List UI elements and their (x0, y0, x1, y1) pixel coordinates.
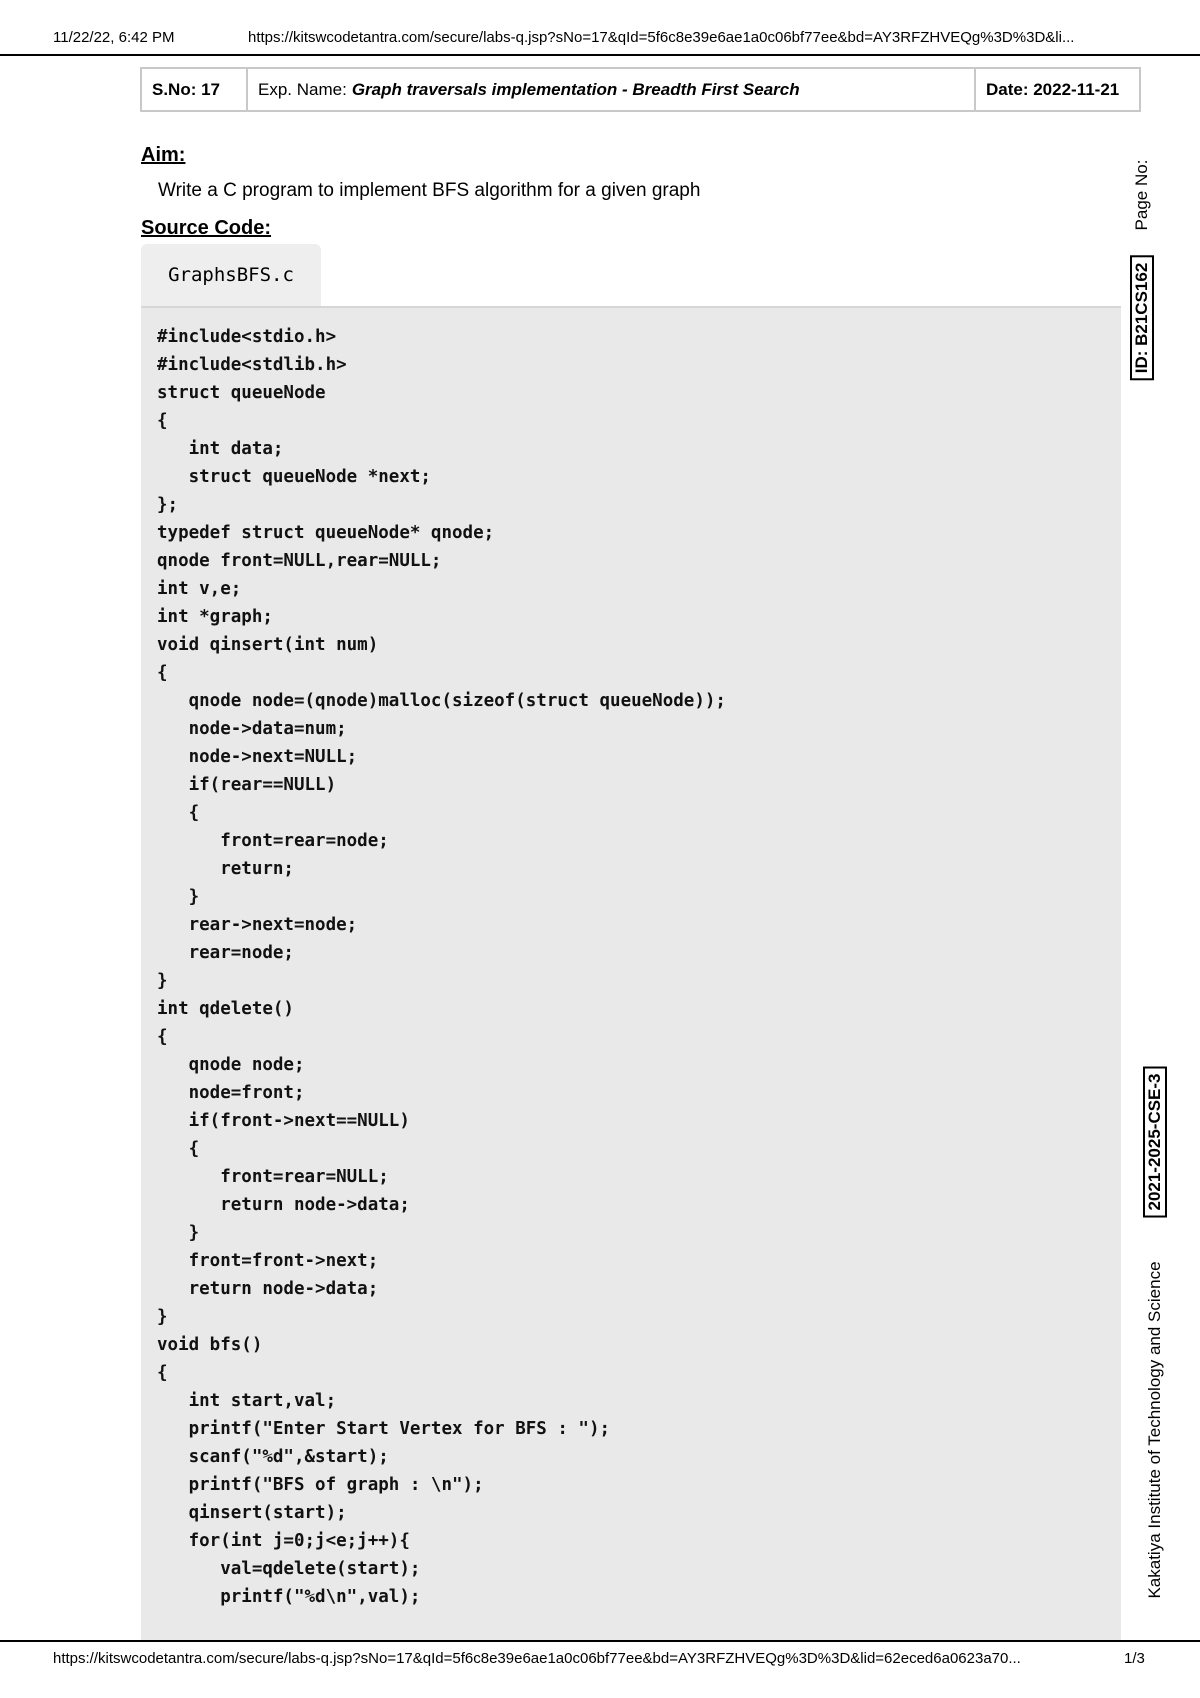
experiment-name-label: Exp. Name: (258, 79, 347, 99)
print-footer-url: https://kitswcodetantra.com/secure/labs-q.jsp?sNo=17&qId=5f6c8e39e6ae1a0c06bf77ee&bd=AY3RFZHVEQg%3D%3D&lid=62eced6a0623a70... (53, 1650, 1021, 1667)
page-number-label: Page No: (1132, 159, 1151, 231)
serial-number: S.No: 17 (152, 79, 221, 99)
experiment-meta-table (140, 67, 1141, 112)
code-panel (141, 306, 1121, 1640)
print-datetime: 11/22/22, 6:42 PM (53, 29, 175, 46)
experiment-date: Date: 2022-11-21 (974, 69, 1139, 110)
experiment-name: Graph traversals implementation - Breadth First Search (351, 79, 800, 99)
print-header-url: https://kitswcodetantra.com/secure/labs-q.jsp?sNo=17&qId=5f6c8e39e6ae1a0c06bf77ee&bd=AY3RFZHVEQg%3D%3D&li... (248, 29, 1075, 46)
header-divider (0, 54, 1200, 56)
source-code: #include<stdio.h> #include<stdlib.h> struct queueNode { int data; struct queueNode *next; }; typedef struct queueNode* qnode; qnode front=NULL,rear=NULL; int v,e; int *graph; void qinsert(int num) { qnode node=(qnode)malloc(sizeof(struct queueNode)); node->data=num; node->next=NULL; if(rear==NULL) { front=rear=node; return; } rear->next=node; rear=node; } int qdelete() { qnode node; node=front; if(front->next==NULL) { front=rear=NULL; return node->data; } front=front->next; return node->data; } void bfs() { int start,val; printf("Enter Start Vertex for BFS : "); scanf("%d",&start); printf("BFS of graph : \n"); qinsert(start); for(int j=0;j<e;j++){ val=qdelete(start); printf("%d\n",val); (157, 327, 726, 1607)
file-tab-graphsbfs[interactable]: GraphsBFS.c (141, 244, 321, 306)
print-page-count: 1/3 (1124, 1650, 1145, 1667)
batch-label: 2021-2025-CSE-3 (1143, 1066, 1167, 1217)
student-id: ID: B21CS162 (1130, 256, 1154, 381)
aim-text: Write a C program to implement BFS algorithm for a given graph (158, 180, 701, 201)
aim-heading: Aim: (141, 144, 186, 166)
institute-name: Kakatiya Institute of Technology and Science (1145, 1261, 1164, 1599)
footer-divider (0, 1640, 1200, 1642)
source-code-heading: Source Code: (141, 217, 272, 239)
experiment-name-cell (246, 69, 974, 110)
